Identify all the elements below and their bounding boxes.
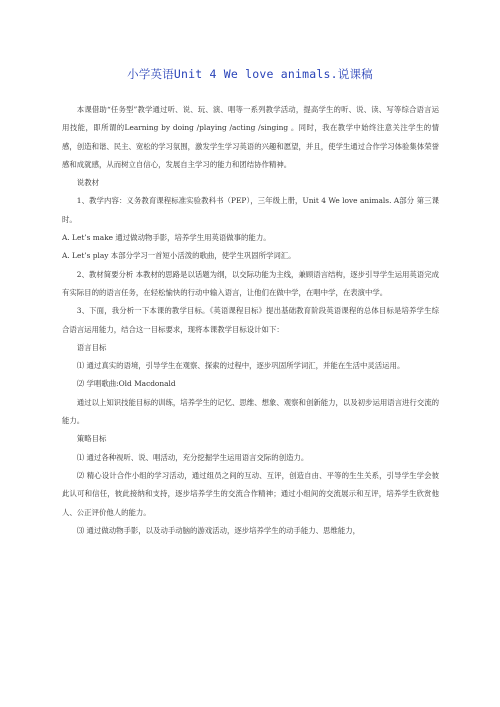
list-item-strategy-1: ⑴ 通过各种视听、说、唱活动，充分挖掘学生运用语言交际的创造力。 [76,452,309,462]
section-heading-strategy-goals: 策略目标 [76,434,107,444]
paragraph-objectives: 3、下面，我分析一下本课的教学目标。《英语课程目标》提出基础教育阶段英语课程的总体目标是培养学生综合语言运用能力，结合这一目标要求，现将本课教学目标设计如下： [62,306,439,334]
paragraph-content: 1、教学内容：义务教育课程标准实验教科书（PEP），三年级上册，Unit 4 We love animals. A部分 第三课时。 [62,196,439,224]
document-body [62,101,439,540]
paragraph-lets-play: A. Let’s play 本部分学习一首短小活泼的歌曲，使学生巩固所学词汇。 [62,251,296,261]
list-item-strategy-3: ⑶ 通过做动物手影，以及动手动脑的游戏活动，逐步培养学生的动手能力、思维能力， [76,525,360,535]
list-item-strategy-2: ⑵ 精心设计合作小组的学习活动，通过组员之间的互动、互评，创造自由、平等的生生关系，引导学生学会彼此认可和信任，彼此接纳和支持，逐步培养学生的交流合作精神；通过小组间的交流展示和互评，培养学生欣赏他人、公正评价他人的能力。 [62,470,439,517]
section-heading-language-goals: 语言目标 [76,342,107,352]
list-item-language-1: ⑴ 通过真实的语境，引导学生在观察、探索的过程中，逐步巩固所学词汇，并能在生活中灵活运用。 [76,361,405,371]
paragraph-skills: 通过以上知识技能目标的训练，培养学生的记忆、思维、想象、观察和创新能力，以及初步运用语言进行交流的能力。 [62,397,439,426]
paragraph-analysis: 2、教材简要分析 本教材的思路是以话题为纲，以交际功能为主线，兼顾语言结构，逐步引导学生运用英语完成有实际目的的语言任务，在轻松愉快的行动中输入语言，让他们在做中学，在唱中学，在表演中学。 [62,269,439,297]
paragraph-intro: 本课借助“任务型”教学通过听、说、玩、演、唱等一系列教学活动，提高学生的听、说、读、写等综合语言运用技能，即所谓的Learning by doing /playing /acting /singing 。同时，我在教学中始终注意关注学生的情感，创造和谐、民主、宽松的学习氛围，激发学生学习英语的兴趣和愿望，并且，使学生通过合作学习体验集体荣誉感和成就感，从而树立自信心，发展自主学习的能力和团结协作精神。 [62,105,439,169]
paragraph-lets-make: A. Let’s make 通过做动物手影，培养学生用英语做事的能力。 [62,233,271,243]
section-heading-textbook: 说教材 [76,178,99,188]
list-item-language-2: ⑵ 学唱歌曲:Old Macdonald [76,379,176,389]
document-title: 小学英语Unit 4 We love animals.说课稿 [127,67,373,81]
